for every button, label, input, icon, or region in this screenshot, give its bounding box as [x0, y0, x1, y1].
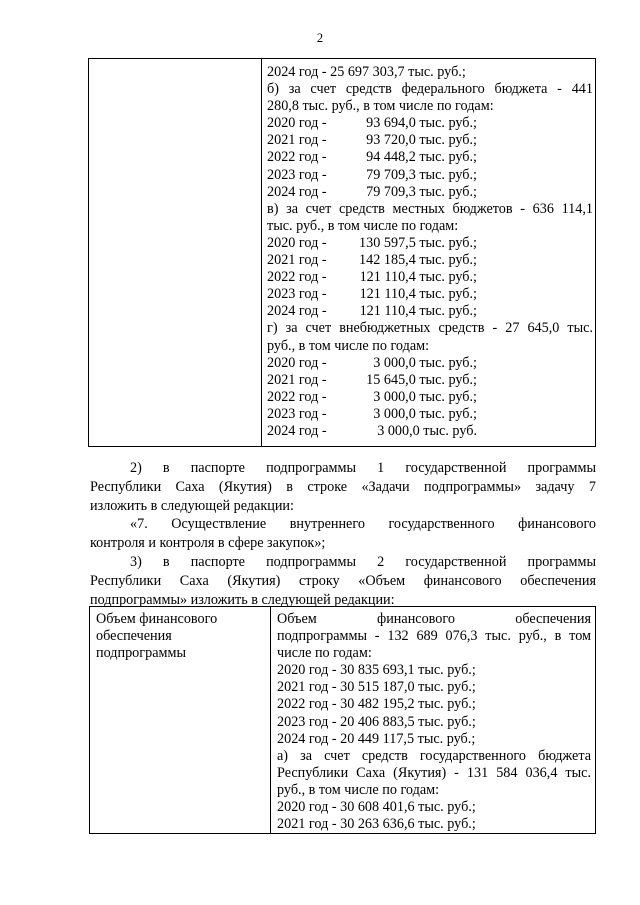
year-row — [267, 389, 593, 406]
text-line: 2024 год - 20 449 117,5 тыс. руб.; — [277, 730, 476, 747]
text-line: 2021 год - 30 515 187,0 тыс. руб.; — [277, 679, 476, 696]
year-amount: 79 709,3 тыс. руб.; — [366, 183, 477, 200]
table-right-cell — [271, 607, 596, 834]
year-amount: 15 645,0 тыс. руб.; — [366, 371, 477, 388]
text-line: в) за счет средств местных бюджетов - 636 114,1 — [267, 200, 593, 217]
year-label: 2023 год - — [267, 166, 327, 183]
year-amount: 94 448,2 тыс. руб.; — [366, 149, 477, 166]
year-amount: 121 110,4 тыс. руб.; — [359, 269, 477, 286]
text-line: а) за счет средств государственного бюджета — [277, 747, 591, 764]
year-label: 2022 год - — [267, 269, 327, 286]
year-amount: 79 709,3 тыс. руб.; — [366, 166, 477, 183]
text-line: 2020 год - 30 835 693,1 тыс. руб.; — [277, 662, 476, 679]
year-amount: 130 597,5 тыс. руб.; — [359, 234, 477, 251]
table-right-cell — [262, 59, 596, 447]
text-line: 2020 год - 30 608 401,6 тыс. руб.; — [277, 799, 476, 816]
funding-table-subprogram-2 — [89, 606, 596, 834]
year-amount: 3 000,0 тыс. руб. — [377, 422, 477, 439]
year-label: 2023 год - — [267, 405, 327, 422]
year-label: 2024 год - — [267, 422, 327, 439]
year-row — [267, 132, 593, 149]
table-left-cell — [89, 59, 262, 447]
paragraph-item-3 — [90, 553, 596, 611]
text-line: тыс. руб., в том числе по годам: — [267, 217, 459, 234]
year-row — [267, 303, 593, 320]
local-year-list — [267, 235, 593, 320]
year-row — [267, 355, 593, 372]
row-label-line: Объем финансового — [96, 611, 218, 627]
year-label: 2022 год - — [267, 149, 327, 166]
year-amount: 3 000,0 тыс. руб.; — [373, 405, 477, 422]
year-amount: 93 720,0 тыс. руб.; — [366, 132, 477, 149]
table-left-cell — [90, 607, 271, 834]
year-amount: 3 000,0 тыс. руб.; — [373, 388, 477, 405]
year-row — [267, 149, 593, 166]
year-label: 2024 год - — [267, 183, 327, 200]
text-line: руб., в том числе по годам: — [277, 781, 440, 798]
text-line: Республики Саха (Якутия) - 131 584 036,4 тыс. — [277, 764, 591, 781]
paragraph-line: «7. Осуществление внутреннего государственного финансового — [130, 516, 596, 532]
paragraph-line: контроля и контроля в сфере закупок»; — [90, 535, 326, 552]
year-row — [267, 423, 593, 440]
extrabudget-year-list — [267, 355, 593, 440]
year-amount: 121 110,4 тыс. руб.; — [359, 286, 477, 303]
year-row — [267, 167, 593, 184]
text-line: 2021 год - 30 263 636,6 тыс. руб.; — [277, 816, 476, 833]
year-row — [267, 372, 593, 389]
paragraph-task-7 — [90, 515, 596, 553]
text-line: числе по годам: — [277, 645, 372, 662]
paragraph-line: подпрограммы» изложить в следующей редакции: — [90, 592, 395, 609]
year-label: 2021 год - — [267, 371, 327, 388]
year-label: 2020 год - — [267, 115, 327, 132]
year-label: 2023 год - — [267, 286, 327, 303]
year-row — [267, 286, 593, 303]
text-line: 2023 год - 20 406 883,5 тыс. руб.; — [277, 713, 476, 730]
year-row — [267, 115, 593, 132]
text-line: 2022 год - 30 482 195,2 тыс. руб.; — [277, 696, 476, 713]
year-row — [267, 184, 593, 201]
paragraph-line: 3) в паспорте подпрограммы 2 государственной программы — [130, 554, 596, 570]
row-label-line: подпрограммы — [96, 645, 186, 662]
year-label: 2020 год - — [267, 354, 327, 371]
year-label: 2024 год - — [267, 303, 327, 320]
year-row — [267, 269, 593, 286]
year-amount: 142 185,4 тыс. руб.; — [359, 252, 477, 269]
page-number: 2 — [316, 31, 324, 45]
paragraph-line: Республики Саха (Якутия) строку «Объем финансового обеспечения — [90, 573, 596, 590]
text-line: руб., в том числе по годам: — [267, 337, 430, 354]
year-label: 2021 год - — [267, 132, 327, 149]
year-amount: 121 110,4 тыс. руб.; — [359, 303, 477, 320]
paragraph-line: 2) в паспорте подпрограммы 1 государственной программы — [130, 460, 596, 476]
text-line: г) за счет внебюджетных средств - 27 645,0 тыс. — [267, 320, 593, 337]
year-row — [267, 252, 593, 269]
text-line: 2024 год - 25 697 303,7 тыс. руб.; — [267, 64, 466, 80]
row-label-line: обеспечения — [96, 628, 172, 645]
text-line: 280,8 тыс. руб., в том числе по годам: — [267, 98, 494, 115]
year-row — [267, 406, 593, 423]
text-line: Объем финансового обеспечения — [277, 611, 591, 627]
year-amount: 93 694,0 тыс. руб.; — [366, 115, 477, 132]
paragraph-line: Республики Саха (Якутия) в строке «Задачи подпрограммы» задачу 7 — [90, 479, 596, 496]
paragraph-item-2 — [90, 459, 596, 517]
funding-table-subprogram-continued — [88, 58, 596, 447]
year-amount: 3 000,0 тыс. руб.; — [373, 354, 477, 371]
year-label: 2022 год - — [267, 388, 327, 405]
text-line: подпрограммы - 132 689 076,3 тыс. руб., в том — [277, 628, 591, 645]
year-row — [267, 235, 593, 252]
paragraph-line: изложить в следующей редакции: — [90, 498, 294, 515]
year-label: 2020 год - — [267, 234, 327, 251]
year-label: 2021 год - — [267, 252, 327, 269]
text-line: б) за счет средств федерального бюджета - 441 — [267, 81, 593, 98]
federal-year-list — [267, 115, 593, 200]
